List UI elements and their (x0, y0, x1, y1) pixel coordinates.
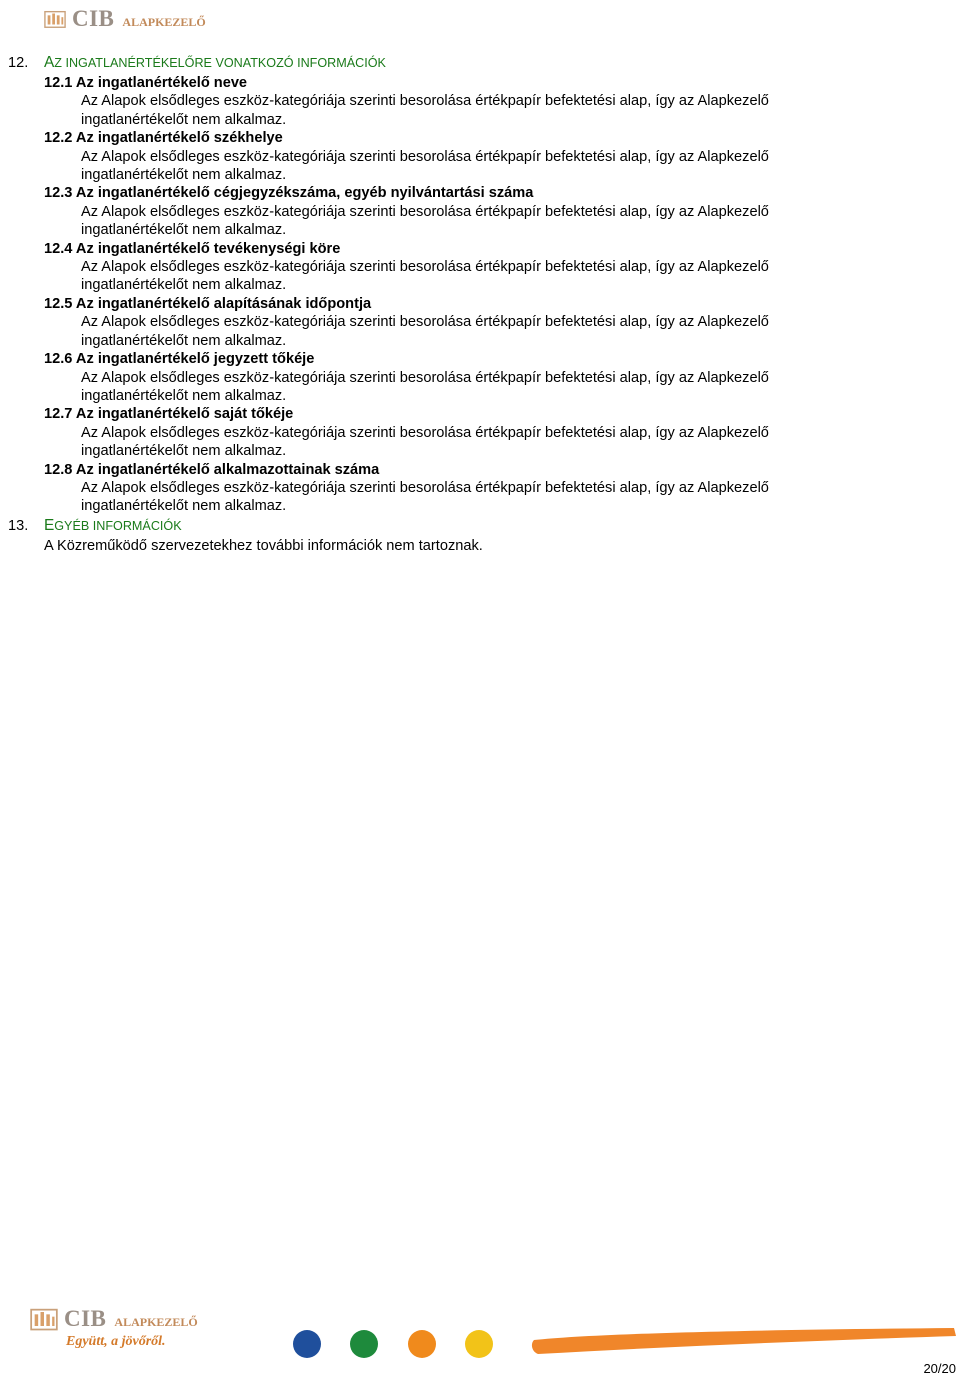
subsection-line: ingatlanértékelőt nem alkalmaz. (81, 222, 287, 239)
subsection-line: ingatlanértékelőt nem alkalmaz. (81, 498, 287, 515)
subsection (44, 461, 960, 516)
subsection-line: Az Alapok elsődleges eszköz-kategóriája szerinti besorolása értékpapír befektetési alap, így az Alapkezelő (81, 259, 769, 276)
document-body (0, 54, 960, 555)
subsection-title: Az ingatlanértékelő saját tőkéje (75, 406, 294, 423)
subsection-heading (44, 461, 960, 479)
subsection (44, 129, 960, 184)
subsection-number: 12.1 (44, 75, 73, 91)
subsection-line: Az Alapok elsődleges eszköz-kategóriája szerinti besorolása értékpapír befektetési alap, így az Alapkezelő (81, 424, 769, 441)
subsection-list (0, 74, 960, 516)
yellow-dot (465, 1330, 493, 1358)
subsection-line: Az Alapok elsődleges eszköz-kategóriája szerinti besorolása értékpapír befektetési alap, így az Alapkezelő (81, 479, 769, 496)
subsection-line: Az Alapok elsődleges eszköz-kategóriája szerinti besorolása értékpapír befektetési alap, így az Alapkezelő (81, 314, 769, 331)
section-12-heading (0, 54, 960, 74)
section-title: EGYÉB INFORMÁCIÓK (44, 516, 182, 534)
subsection-number: 12.8 (44, 461, 73, 478)
subsection (44, 405, 960, 460)
header-logo (44, 6, 206, 32)
subsection-heading (44, 405, 960, 423)
subsection-heading (44, 74, 960, 92)
subsection-line: Az Alapok elsődleges eszköz-kategóriája szerinti besorolása értékpapír befektetési alap, így az Alapkezelő (81, 93, 769, 110)
subsection-heading (44, 350, 960, 368)
green-dot (350, 1330, 378, 1358)
section-title: AZ INGATLANÉRTÉKELŐRE VONATKOZÓ INFORMÁCIÓK (44, 54, 386, 71)
subsection-title: Az ingatlanértékelő neve (75, 75, 248, 91)
subsection-line: ingatlanértékelőt nem alkalmaz. (81, 443, 287, 460)
section-13-heading (0, 517, 960, 537)
subsection-heading (44, 240, 960, 258)
subsection-line: Az Alapok elsődleges eszköz-kategóriája szerinti besorolása értékpapír befektetési alap, így az Alapkezelő (81, 369, 769, 386)
footer-slogan: Együtt, a jövőről. (66, 1334, 166, 1349)
footer-logo-subtext: ALAPKEZELŐ (114, 1314, 198, 1329)
subsection-number: 12.4 (44, 240, 73, 257)
page-number: 20/20 (923, 1361, 956, 1376)
subsection (44, 74, 960, 129)
subsection-title: Az ingatlanértékelő székhelye (75, 130, 283, 147)
subsection-number: 12.3 (44, 185, 73, 202)
subsection (44, 184, 960, 239)
subsection-heading (44, 184, 960, 202)
section-number: 12. (8, 55, 29, 71)
cib-logo-icon (30, 1306, 58, 1332)
subsection-line: Az Alapok elsődleges eszköz-kategóriája szerinti besorolása értékpapír befektetési alap, így az Alapkezelő (81, 203, 769, 220)
subsection-number: 12.7 (44, 406, 73, 423)
subsection (44, 295, 960, 350)
blue-dot (293, 1330, 321, 1358)
footer-logo (30, 1306, 198, 1350)
section-13-text: A Közreműködő szervezetekhez további információk nem tartoznak. (44, 537, 483, 554)
subsection-heading (44, 129, 960, 147)
subsection-title: Az ingatlanértékelő alapításának időpontja (75, 295, 372, 312)
subsection (44, 240, 960, 295)
subsection-line: ingatlanértékelőt nem alkalmaz. (81, 387, 287, 404)
footer-logo-text: CIB (64, 1306, 107, 1331)
subsection-line: ingatlanértékelőt nem alkalmaz. (81, 167, 287, 184)
orange-dot (408, 1330, 436, 1358)
subsection-line: ingatlanértékelőt nem alkalmaz. (81, 111, 287, 128)
subsection (44, 350, 960, 405)
subsection-heading (44, 295, 960, 313)
subsection-title: Az ingatlanértékelő alkalmazottainak száma (75, 461, 380, 478)
subsection-title: Az ingatlanértékelő cégjegyzékszáma, egyéb nyilvántartási száma (75, 185, 534, 202)
logo-subtext: ALAPKEZELŐ (122, 14, 206, 29)
cib-logo-icon (44, 8, 66, 30)
orange-brush-bar (530, 1326, 958, 1358)
logo-text: CIB (72, 6, 115, 31)
subsection-number: 12.2 (44, 130, 73, 147)
subsection-number: 12.6 (44, 351, 73, 368)
subsection-title: Az ingatlanértékelő tevékenységi köre (75, 240, 341, 257)
subsection-title: Az ingatlanértékelő jegyzett tőkéje (75, 351, 315, 368)
subsection-line: ingatlanértékelőt nem alkalmaz. (81, 332, 287, 349)
subsection-line: Az Alapok elsődleges eszköz-kategóriája szerinti besorolása értékpapír befektetési alap, így az Alapkezelő (81, 148, 769, 165)
subsection-line: ingatlanértékelőt nem alkalmaz. (81, 277, 287, 294)
section-number: 13. (8, 517, 29, 534)
subsection-number: 12.5 (44, 295, 73, 312)
